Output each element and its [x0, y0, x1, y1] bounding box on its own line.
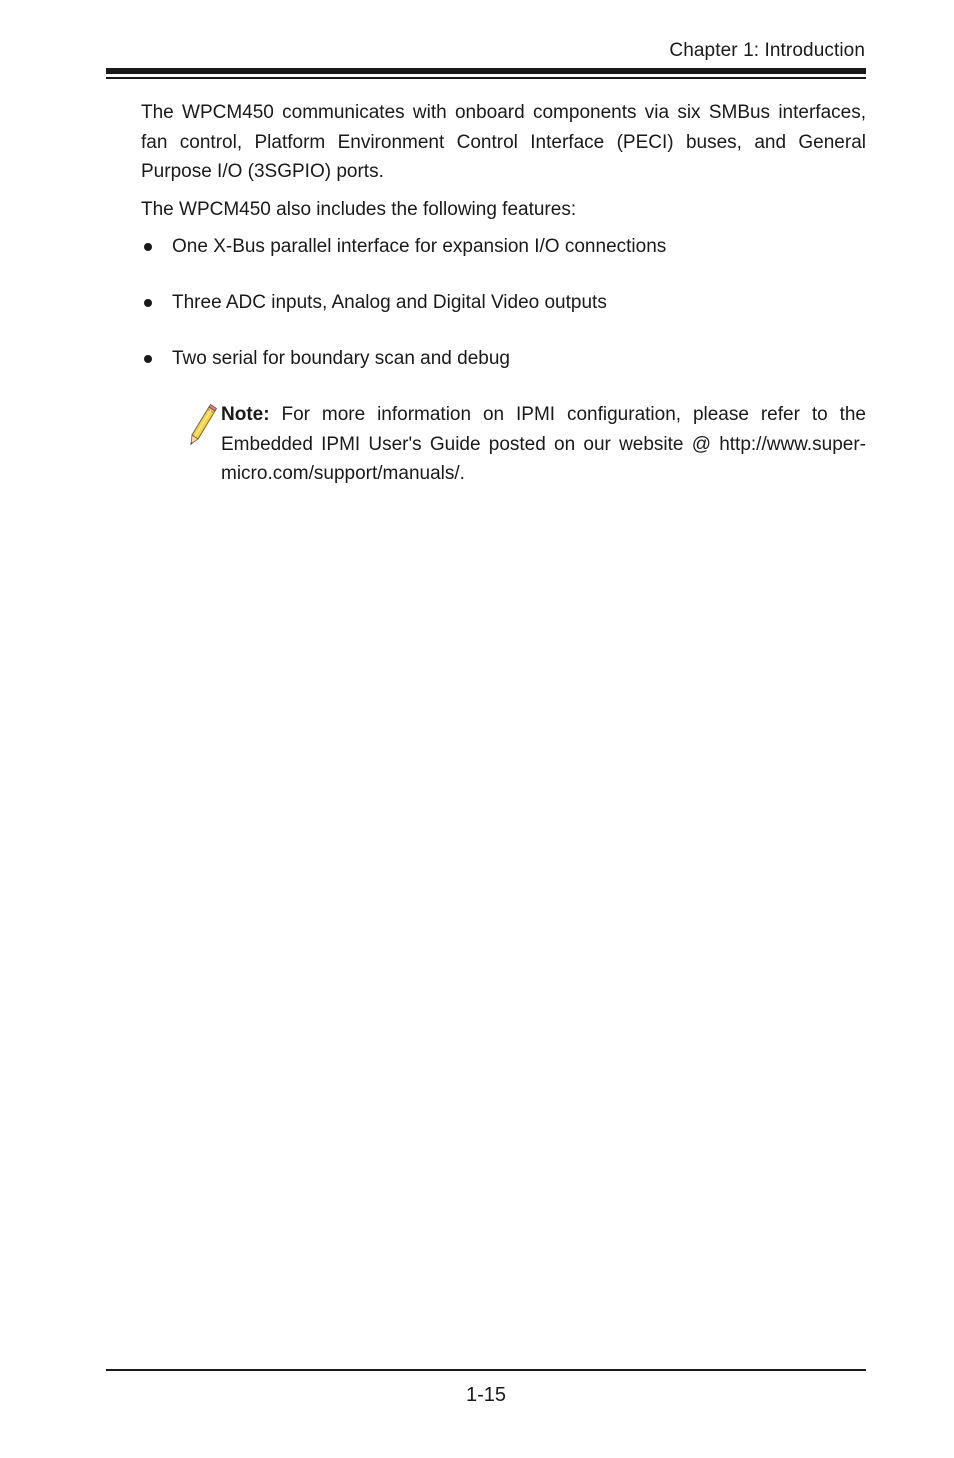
- list-item: [141, 344, 866, 374]
- note-label: Note:: [221, 404, 270, 425]
- bullet-icon: [144, 355, 152, 363]
- header-rule-thick: [106, 68, 866, 74]
- feature-list: [141, 232, 866, 374]
- header-rule-thin: [106, 77, 866, 79]
- chapter-header: Chapter 1: Introduction: [669, 40, 865, 61]
- list-item-text: Two serial for boundary scan and debug: [172, 348, 510, 369]
- note-block: [221, 400, 866, 489]
- list-item-text: One X-Bus parallel interface for expansion I/O connections: [172, 236, 667, 257]
- list-item-text: Three ADC inputs, Analog and Digital Video outputs: [172, 292, 607, 313]
- note-text: For more information on IPMI configuration, please refer to the Embedded IPMI User's Guide posted on our website @ http://www.super-micro.com/support/manuals/.: [221, 404, 866, 484]
- pencil-icon: [187, 404, 217, 448]
- paragraph-features-lead: The WPCM450 also includes the following features:: [141, 198, 577, 220]
- list-item: [141, 232, 866, 262]
- list-item: [141, 288, 866, 318]
- body-content: [141, 98, 866, 489]
- bullet-icon: [144, 299, 152, 307]
- footer-rule: [106, 1369, 866, 1371]
- paragraph-intro: The WPCM450 communicates with onboard components via six SMBus interfaces, fan control, Platform Environment Control Interface (PECI) buses, and General Purpose I/O (3SGPIO) ports.: [141, 102, 866, 182]
- page-number: 1-15: [465, 1384, 507, 1406]
- bullet-icon: [144, 243, 152, 251]
